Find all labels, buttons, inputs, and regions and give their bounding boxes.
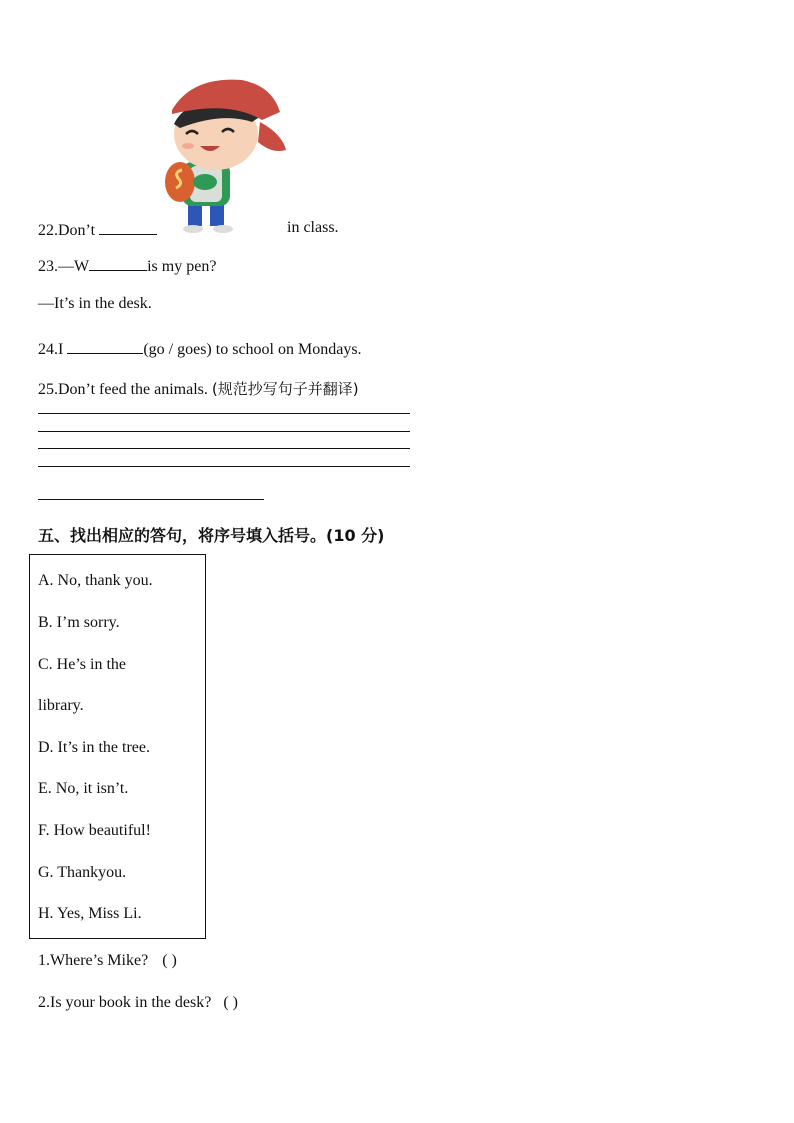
writing-line[interactable] (38, 413, 410, 414)
question-24 (38, 338, 362, 359)
question-23-answer: —It’s in the desk. (38, 295, 152, 312)
match-question-2-bracket[interactable]: ( ) (223, 994, 238, 1011)
option-b: B. I’m sorry. (38, 614, 120, 631)
question-24-after: to school on Mondays. (215, 341, 362, 358)
question-22-blank[interactable] (99, 219, 157, 235)
question-23-number: 23. (38, 258, 58, 275)
boy-cap-brim (258, 122, 286, 151)
writing-line[interactable] (38, 431, 410, 432)
match-question-2 (38, 994, 238, 1012)
option-e: E. No, it isn’t. (38, 780, 129, 797)
match-question-2-text: 2.Is your book in the desk? (38, 994, 212, 1011)
question-22-before: Don’t (58, 222, 96, 239)
question-24-before: 24.I (38, 341, 64, 358)
writing-line[interactable] (38, 448, 410, 449)
question-24-blank[interactable] (67, 338, 143, 354)
writing-line[interactable] (38, 466, 410, 467)
question-23-blank[interactable] (89, 255, 147, 271)
question-25 (38, 378, 359, 399)
question-23-prefix: —W (58, 258, 90, 275)
match-question-1 (38, 952, 177, 970)
option-c-continued: library. (38, 697, 84, 714)
match-question-1-text: 1.Where’s Mike? (38, 952, 149, 969)
writing-line[interactable] (38, 499, 264, 500)
boy-illustration-icon (160, 74, 290, 236)
question-22-after: in class. (287, 219, 339, 236)
question-23 (38, 255, 216, 276)
question-22-number: 22. (38, 222, 58, 239)
question-25-instruction: (规范抄写句子并翻译) (211, 380, 359, 398)
section-5-title: 五、找出相应的答句，将序号填入括号。(10 分) (38, 526, 385, 545)
answer-options-box (29, 554, 206, 939)
boy-shoe-left (183, 225, 203, 233)
question-22 (38, 219, 157, 240)
option-g: G. Thankyou. (38, 864, 127, 881)
option-c: C. He’s in the (38, 656, 126, 673)
boy-arm (193, 174, 217, 190)
option-d: D. It’s in the tree. (38, 739, 150, 756)
boy-cheek (182, 143, 194, 149)
boy-shoe-right (213, 225, 233, 233)
question-25-sentence: 25.Don’t feed the animals. (38, 381, 208, 398)
question-23-rest: is my pen? (147, 258, 217, 275)
match-question-1-bracket[interactable]: ( ) (162, 952, 177, 969)
option-h: H. Yes, Miss Li. (38, 905, 142, 922)
option-f: F. How beautiful! (38, 822, 151, 839)
option-a: A. No, thank you. (38, 572, 153, 589)
question-24-options: (go / goes) (143, 341, 212, 358)
